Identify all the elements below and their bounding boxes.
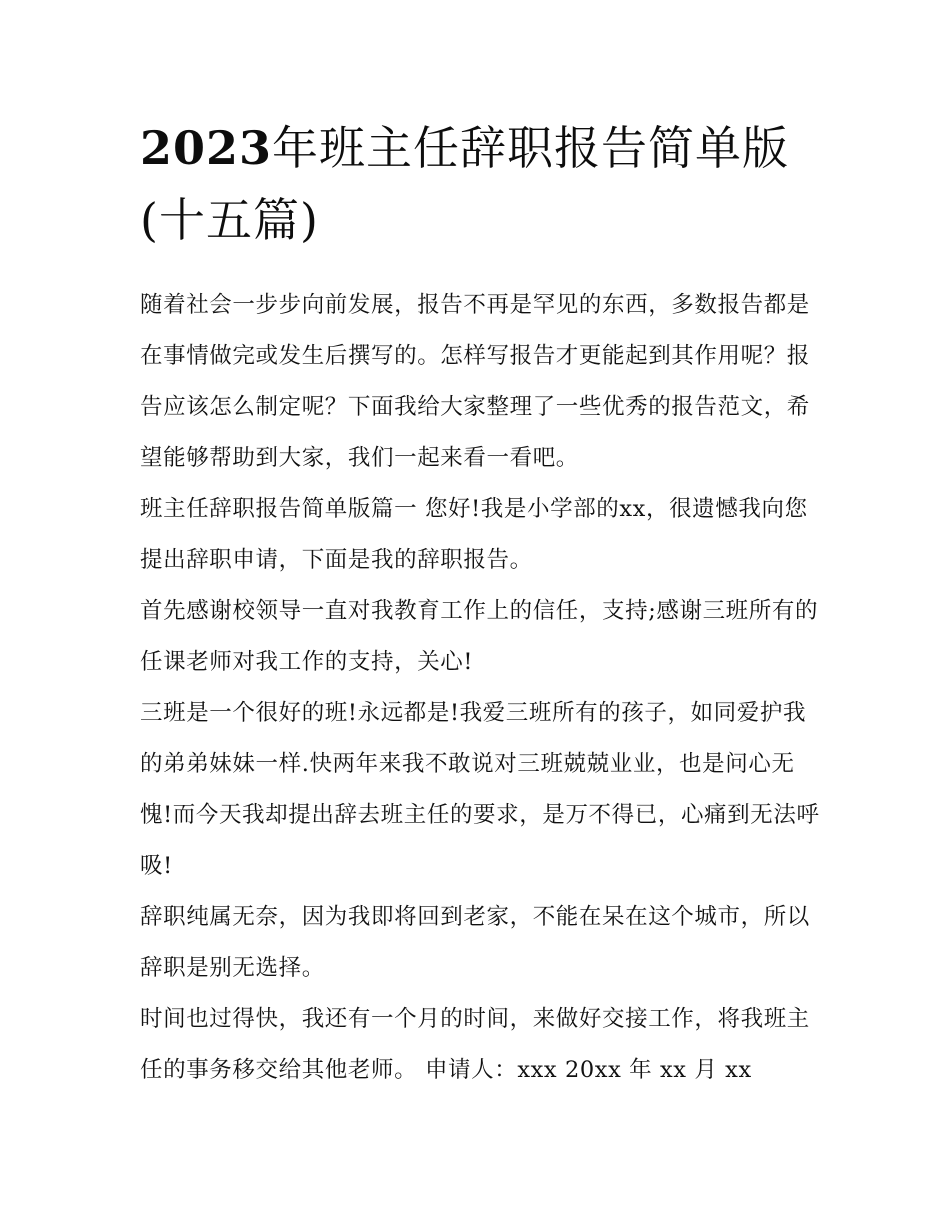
closing-paragraph: 时间也过得快，我还有一个月的时间，来做好交接工作，将我班主任的事务移交给其他老师。 申请人：xxx 20xx 年 xx 月 xx [140,1006,810,1083]
reason-paragraph: 辞职纯属无奈，因为我即将回到老家，不能在呆在这个城市，所以辞职是别无选择。 [140,904,810,981]
title-year: 2023 [140,121,273,175]
document-title [140,112,820,256]
title-text: 年班主任辞职报告简单版(十五篇) [140,121,790,247]
intro-paragraph: 随着社会一步步向前发展，报告不再是罕见的东西，多数报告都是在事情做完或发生后撰写的。怎样写报告才更能起到其作用呢？报告应该怎么制定呢？下面我给大家整理了一些优秀的报告范文，希望能够帮助到大家，我们一起来看一看吧。 [140,292,810,471]
document-body [140,280,820,1096]
greeting-paragraph: 班主任辞职报告简单版篇一 您好!我是小学部的xx，很遗憾我向您提出辞职申请，下面是我的辞职报告。 [140,496,808,573]
thanks-paragraph: 首先感谢校领导一直对我教育工作上的信任，支持;感谢三班所有的任课老师对我工作的支持，关心! [140,598,819,675]
class-paragraph: 三班是一个很好的班!永远都是!我爱三班所有的孩子，如同爱护我的弟弟妹妹一样.快两年来我不敢说对三班兢兢业业，也是问心无愧!而今天我却提出辞去班主任的要求，是万不得已，心痛到无法呼吸! [140,700,820,879]
